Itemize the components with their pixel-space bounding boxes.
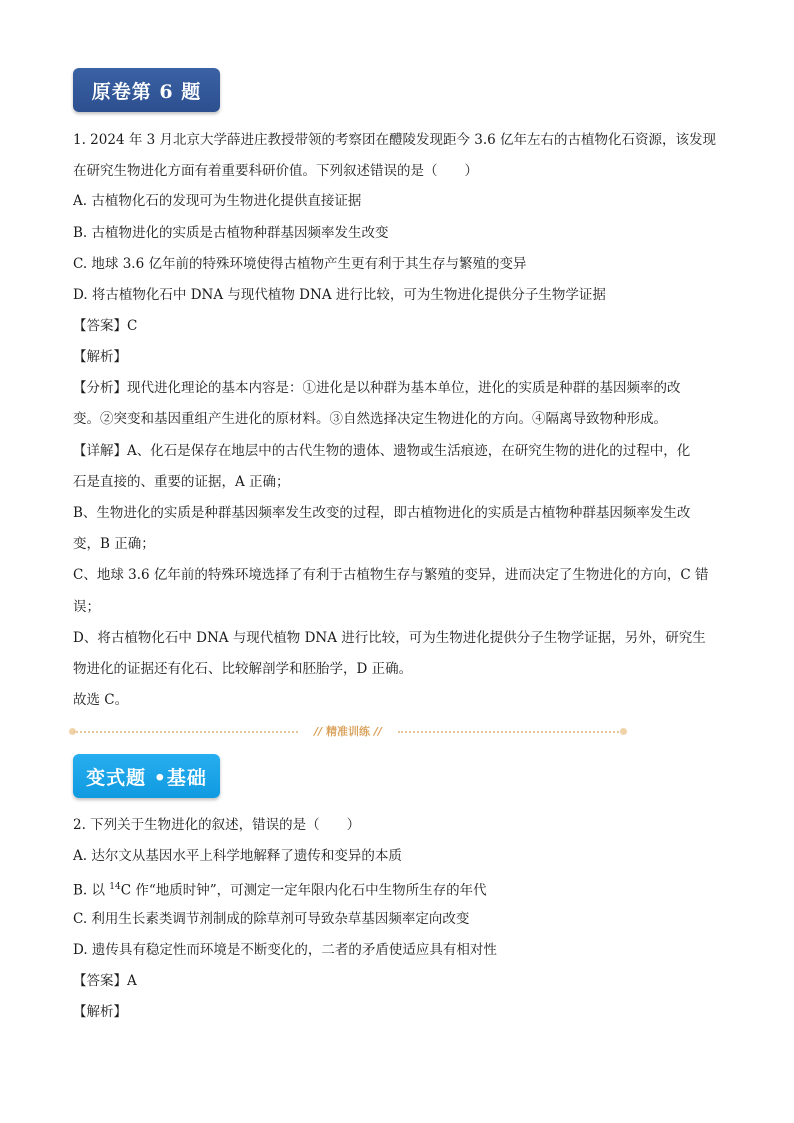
q1-answer: 【答案】C	[73, 318, 138, 334]
q1-detail-line3: B、生物进化的实质是种群基因频率发生改变的过程，即古植物进化的实质是古植物种群基因频率发生改	[73, 505, 691, 521]
variant-question-badge: 变式题 •基础	[73, 754, 220, 798]
q1-detail-line2: 石是直接的、重要的证据，A 正确；	[73, 474, 290, 490]
divider-right-mark: //	[373, 725, 382, 738]
q2-option-b-superscript: 14	[109, 882, 121, 892]
q1-stem-line2: 在研究生物进化方面有着重要科研价值。下列叙述错误的是（ ）	[73, 163, 478, 179]
q1-conclusion: 故选 C。	[73, 692, 129, 708]
q1-detail-line7: D、将古植物化石中 DNA 与现代植物 DNA 进行比较，可为生物进化提供分子生物学证据，另外，研究生	[73, 630, 706, 646]
q1-fenxi-line1: 【分析】现代进化理论的基本内容是：①进化是以种群为基本单位，进化的实质是种群的基因频率的改	[73, 380, 681, 396]
q1-analysis-title: 【解析】	[73, 349, 127, 365]
q1-option-b: B. 古植物进化的实质是古植物种群基因频率发生改变	[73, 225, 389, 241]
q1-detail-line6: 误；	[73, 599, 100, 615]
q1-detail-line8: 物进化的证据还有化石、比较解剖学和胚胎学，D 正确。	[73, 661, 413, 677]
q1-option-d: D. 将古植物化石中 DNA 与现代植物 DNA 进行比较，可为生物进化提供分子生物学证据	[73, 287, 606, 303]
divider-rule-right	[398, 731, 623, 733]
q1-detail-line1: 【详解】A、化石是保存在地层中的古代生物的遗体、遗物或生活痕迹，在研究生物的进化的过程中，化	[73, 443, 691, 459]
q1-detail-line4: 变，B 正确；	[73, 536, 155, 552]
q2-answer: 【答案】A	[73, 973, 137, 989]
q2-stem: 2. 下列关于生物进化的叙述，错误的是（ ）	[73, 817, 361, 833]
q1-stem-line1: 1. 2024 年 3 月北京大学薛进庄教授带领的考察团在醴陵发现距今 3.6 亿年左右的古植物化石资源，该发现	[73, 132, 717, 148]
q1-fenxi-line2: 变。②突变和基因重组产生进化的原材料。③自然选择决定生物进化的方向。④隔离导致物种形成。	[73, 411, 667, 427]
divider-left-mark: //	[314, 725, 323, 738]
q2-option-c: C. 利用生长素类调节剂制成的除草剂可导致杂草基因频率定向改变	[73, 911, 470, 927]
q2-option-b	[73, 877, 733, 901]
divider-label	[298, 722, 398, 742]
divider-rule-left	[73, 731, 298, 733]
divider-label-text: 精准训练	[326, 725, 370, 738]
q2-option-b-suffix: C 作“地质时钟”，可测定一定年限内化石中生物所生存的年代	[120, 882, 487, 899]
q2-analysis-title: 【解析】	[73, 1004, 127, 1020]
q1-option-c: C. 地球 3.6 亿年前的特殊环境使得古植物产生更有利于其生存与繁殖的变异	[73, 256, 527, 272]
original-question-badge: 原卷第 6 题	[73, 68, 220, 112]
q1-option-a: A. 古植物化石的发现可为生物进化提供直接证据	[73, 193, 362, 209]
divider-dot-right	[620, 728, 627, 735]
q2-option-d: D. 遗传具有稳定性而环境是不断变化的，二者的矛盾使适应具有相对性	[73, 942, 497, 958]
q2-option-a: A. 达尔文从基因水平上科学地解释了遗传和变异的本质	[73, 848, 402, 864]
section-divider	[73, 722, 623, 742]
q1-detail-line5: C、地球 3.6 亿年前的特殊环境选择了有利于古植物生存与繁殖的变异，进而决定了生物进化的方向，C 错	[73, 567, 709, 583]
q2-option-b-prefix: B. 以	[73, 882, 110, 899]
